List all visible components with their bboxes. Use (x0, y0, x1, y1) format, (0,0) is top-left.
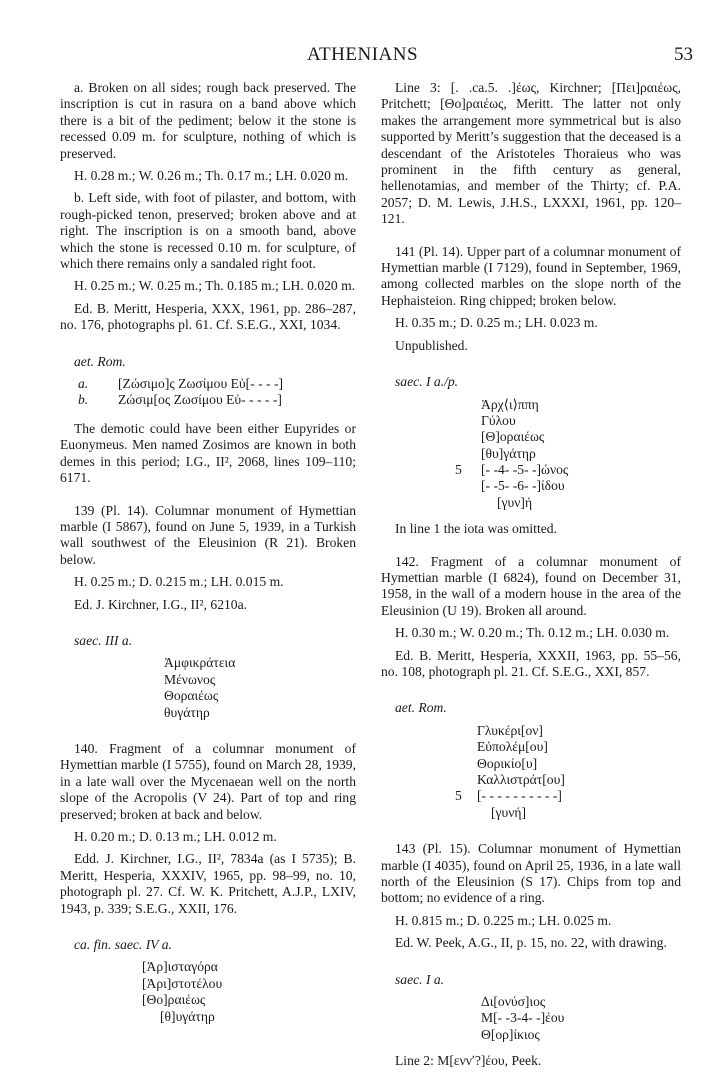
inscription-line: [- -4- -5- -]ώνος (481, 462, 569, 478)
inscription-line (60, 376, 356, 392)
measurements: H. 0.35 m.; D. 0.25 m.; LH. 0.023 m. (395, 315, 598, 331)
inscription-line: Γλυκέρι[ον] (477, 722, 543, 738)
inscription-line: Μένωνος (164, 671, 216, 687)
measurements: H. 0.20 m.; D. 0.13 m.; LH. 0.012 m. (74, 828, 277, 844)
inscription-line: Καλλιστράτ[ου] (477, 772, 565, 788)
inscription-line: [γυνή] (491, 804, 527, 820)
measurements: H. 0.28 m.; W. 0.26 m.; Th. 0.17 m.; LH. 0.020 m. (74, 168, 349, 184)
fragment-label: a. (78, 376, 89, 392)
note: Line 2: Μ[εννʹ?]έου, Peek. (395, 1053, 542, 1069)
measurements: H. 0.25 m.; D. 0.215 m.; LH. 0.015 m. (74, 574, 284, 590)
edition-note: Edd. J. Kirchner, I.G., II², 7834a (as I 5735); B. Meritt, Hesperia, XXXIV, 1965, pp. 98–99, no. 10, photograph pl. 27. Cf. W. K. Pritchett, A.J.P., LXIV, 1943, p. 339; S.E.G., XXII, 176. (60, 851, 356, 916)
inscription-line: Θ[ορ]ίκιος (481, 1026, 540, 1042)
page-number: 53 (674, 44, 693, 65)
inscription-143 (381, 994, 681, 1043)
inscription-line: [Θ]οραιέως (481, 429, 545, 445)
date-label: saec. I a. (395, 971, 445, 987)
measurements: H. 0.25 m.; W. 0.25 m.; Th. 0.185 m.; LH. 0.020 m. (74, 278, 356, 294)
inscription-140 (60, 959, 356, 1025)
inscription-line: Ἀρχ⟨ι⟩ππη (481, 396, 539, 412)
note: In line 1 the iota was omitted. (395, 521, 557, 537)
inscription-line: [Ἀρ]ισταγόρα (142, 959, 218, 975)
inscription-line: [Ἀρι]στοτέλου (142, 975, 223, 991)
inscription-line (60, 392, 356, 408)
edition-note: Ed. B. Meritt, Hesperia, XXXII, 1963, pp. 55–56, no. 108, photograph pl. 21. Cf. S.E.G., XXI, 857. (381, 647, 681, 680)
inscription-139 (60, 655, 356, 721)
inscription-line: Θοραιέως (164, 688, 219, 704)
page-header (0, 44, 725, 68)
paragraph: The demotic could have been either Eupyrides or Euonymeus. Men named Zosimos are known in both demes in this period; I.G., II², 2068, lines 109–110; 6171. (60, 420, 356, 486)
edition-note: Ed. W. Peek, A.G., II, p. 15, no. 22, with drawing. (395, 935, 667, 951)
measurements: H. 0.30 m.; W. 0.20 m.; Th. 0.12 m.; LH. 0.030 m. (395, 625, 670, 641)
inscription-line: [γυν]ή (497, 494, 533, 510)
entry-143: 143 (Pl. 15). Columnar monument of Hymettian marble (I 4035), found on April 25, 1936, in a late wall north of the Eleusinion (S 17). Chips from top and bottom; no evidence of a ring. (381, 841, 681, 906)
date-label: saec. III a. (74, 632, 133, 648)
inscription-line: Ἀμφικράτεια (164, 655, 236, 671)
date-label: aet. Rom. (395, 700, 447, 716)
inscription-line: Εὐπολέμ[ου] (477, 739, 548, 755)
inscription-line: [- - - - - - - - - -] (477, 788, 562, 804)
edition-note: Ed. J. Kirchner, I.G., II², 6210a. (74, 596, 248, 612)
inscription-line: [Θο]ραιέως (142, 992, 206, 1008)
entry-141: 141 (Pl. 14). Upper part of a columnar monument of Hymettian marble (I 7129), found in September, 1969, among collected marbles on the slope north of the Hephaisteion. Ring chipped; broken below. (381, 243, 681, 308)
entry-139: 139 (Pl. 14). Columnar monument of Hymettian marble (I 5867), found on June 5, 1939, in a Turkish wall southwest of the Eleusinion (R 21). Broken below. (60, 502, 356, 567)
inscription-line: Γύλου (481, 412, 516, 428)
inscription-line: [θυ]γάτηρ (481, 445, 536, 461)
inscription-line: [θ]υγάτηρ (160, 1008, 215, 1024)
paragraph: Line 3: [. .ca.5. .]έως, Kirchner; [Πει]ραιέως, Pritchett; [Θο]ραιέως, Meritt. The latter not only makes the arrangement more symmetrical but is also supported by Meritt’s suggestion that the deceased is a descendant of the Aristoteles Thoraieus who was prominent in the fifth century as general, hellenotamias, and member of the Thirty; cf. P.A. 2057; D. M. Lewis, J.H.S., LXXXI, 1961, pp. 120–121. (381, 80, 681, 227)
running-title: ATHENIANS (306, 44, 419, 65)
left-column (60, 80, 356, 1035)
line-number: 5 (455, 788, 462, 804)
inscription-ab (60, 376, 356, 409)
inscription-line: Δι[ονύσ]ιος (481, 994, 546, 1010)
date-label: saec. I a./p. (395, 374, 459, 390)
date-label: aet. Rom. (74, 353, 126, 369)
fragment-label: b. (78, 392, 89, 408)
inscription-line: θυγάτηρ (164, 704, 210, 720)
right-column (381, 80, 681, 1076)
entry-140: 140. Fragment of a columnar monument of Hymettian marble (I 5755), found on March 28, 1939, in a late wall over the Mycenaean well on the north slope of the Acropolis (V 24). Part of top and ring preserved; broken at back and below. (60, 740, 356, 822)
entry-142: 142. Fragment of a columnar monument of Hymettian marble (I 6824), found on December 31, 1958, in the wall of a modern house in the area of the Eleusinion (U 19). Broken all around. (381, 553, 681, 618)
inscription-141 (381, 397, 681, 512)
paragraph: b. Left side, with foot of pilaster, and bottom, with rough-picked tenon, preserved; broken above and at right. The inscription is on a smooth band, above which the stone is recessed 0.10 m. for sculpture, of which there remains only a sandaled right foot. (60, 190, 356, 272)
inscription-text: Ζώσιμ[ος Ζωσίμου Εὐ- - - - -] (118, 392, 282, 408)
inscription-text: [Ζώσιμο]ς Ζωσίμου Εὐ[- - - -] (118, 376, 283, 392)
inscription-line: Θορικίο[υ] (477, 755, 538, 771)
inscription-line: Μ[- -3-4- -]έου (481, 1010, 565, 1026)
paragraph: a. Broken on all sides; rough back preserved. The inscription is cut in rasura on a band above which there is a bit of the pediment; below it the stone is recessed 0.09 m. for sculpture, nothing of which is preserved. (60, 80, 356, 161)
unpublished-note: Unpublished. (395, 337, 468, 353)
measurements: H. 0.815 m.; D. 0.225 m.; LH. 0.025 m. (395, 912, 612, 928)
inscription-line: [- -5- -6- -]ίδου (481, 478, 565, 494)
date-label: ca. fin. saec. IV a. (74, 936, 172, 952)
edition-note: Ed. B. Meritt, Hesperia, XXX, 1961, pp. 286–287, no. 176, photographs pl. 61. Cf. S.E.G., XXI, 1034. (60, 300, 356, 333)
inscription-142 (381, 723, 681, 821)
line-number: 5 (455, 462, 462, 478)
